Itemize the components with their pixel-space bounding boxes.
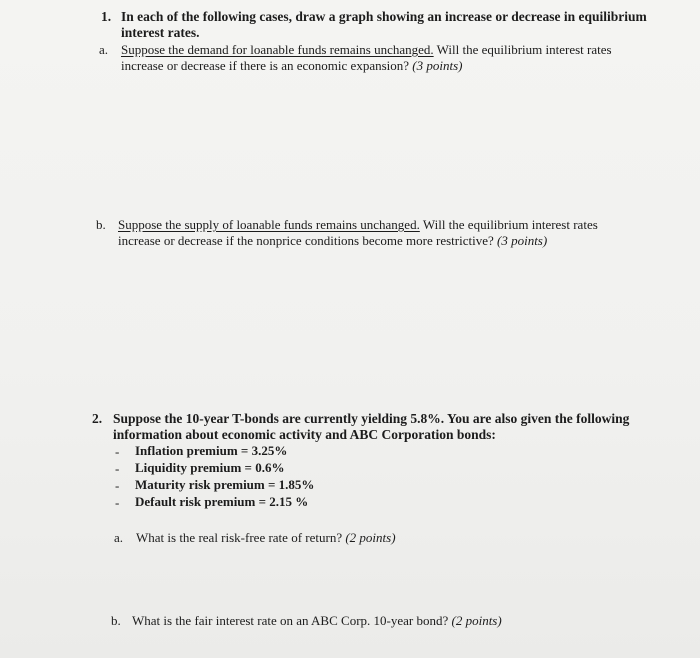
question-2a-points: (2 points) xyxy=(345,530,396,545)
question-2a-text: What is the real risk-free rate of return? xyxy=(136,530,346,545)
maturity-risk-premium-item: Maturity risk premium = 1.85% xyxy=(135,477,315,492)
question-1a-line-1 xyxy=(121,42,612,58)
question-2b-points: (2 points) xyxy=(451,613,502,628)
question-1b-letter: b. xyxy=(96,217,106,232)
question-1-number: 1. xyxy=(101,9,112,24)
question-2b-letter: b. xyxy=(111,613,121,628)
question-1a-line-2 xyxy=(121,58,462,74)
question-1b-line-2 xyxy=(118,233,547,249)
question-1a-rest: Will the equilibrium interest rates xyxy=(433,42,612,57)
question-2-line-1: Suppose the 10-year T-bonds are currently yielding 5.8%. You are also given the following xyxy=(113,411,630,426)
inflation-premium-item: Inflation premium = 3.25% xyxy=(135,443,288,458)
bullet-marker: - xyxy=(115,478,120,493)
question-1a-letter: a. xyxy=(99,42,109,57)
question-1b-line-1 xyxy=(118,217,598,233)
bullet-marker: - xyxy=(115,444,120,459)
question-1-line-1: In each of the following cases, draw a graph showing an increase or decrease in equilibrium xyxy=(121,9,647,24)
question-1a-text: increase or decrease if there is an economic expansion? xyxy=(121,58,413,73)
question-2-number: 2. xyxy=(92,411,103,426)
question-1-line-2: interest rates. xyxy=(121,25,200,40)
question-1a-underlined: Suppose the demand for loanable funds remains unchanged. xyxy=(121,42,434,57)
question-2-line-2: information about economic activity and ABC Corporation bonds: xyxy=(113,427,496,442)
question-2a-line xyxy=(136,530,396,546)
question-1b-points: (3 points) xyxy=(497,233,548,248)
default-risk-premium-item: Default risk premium = 2.15 % xyxy=(135,494,309,509)
question-1a-points: (3 points) xyxy=(412,58,463,73)
question-2a-letter: a. xyxy=(114,530,124,545)
question-2b-line xyxy=(132,613,502,629)
bullet-marker: - xyxy=(115,495,120,510)
question-1b-underlined: Suppose the supply of loanable funds remains unchanged. xyxy=(118,217,420,232)
bullet-marker: - xyxy=(115,461,120,476)
liquidity-premium-item: Liquidity premium = 0.6% xyxy=(135,460,285,475)
question-2b-text: What is the fair interest rate on an ABC Corp. 10-year bond? xyxy=(132,613,452,628)
question-1b-rest: Will the equilibrium interest rates xyxy=(419,217,598,232)
question-1b-text: increase or decrease if the nonprice conditions become more restrictive? xyxy=(118,233,497,248)
